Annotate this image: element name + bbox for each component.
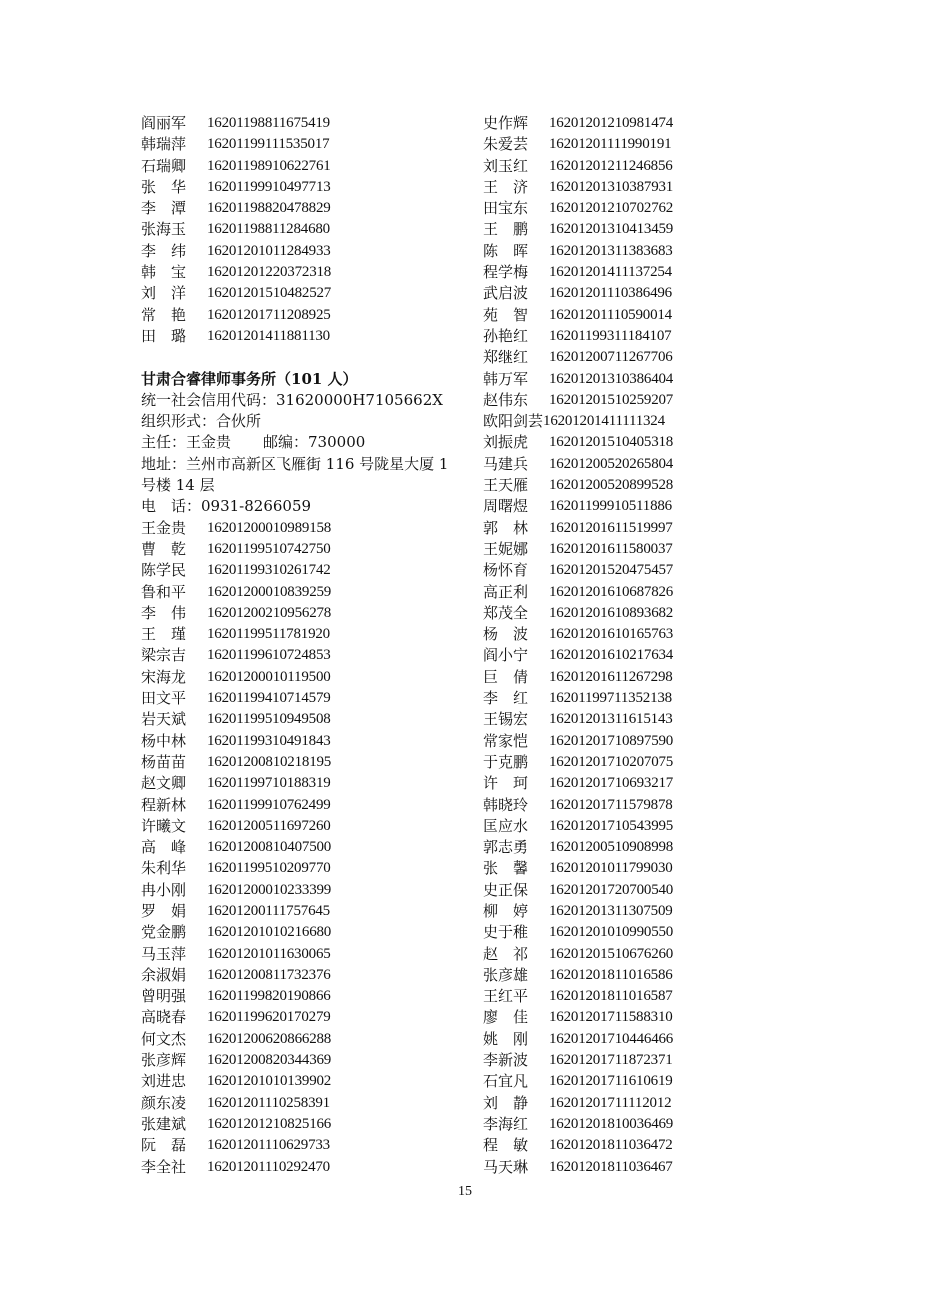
list-item [141,1114,471,1135]
lawyer-name: 王 济 [483,177,529,196]
license-number: 16201201711112012 [549,1094,672,1111]
license-number: 16201201110386496 [549,285,672,302]
list-item [141,156,471,177]
license-number: 16201201710693217 [549,775,674,792]
list-item [141,262,471,283]
lawyer-name: 许曦文 [141,816,187,835]
lawyer-name: 何文杰 [141,1029,187,1048]
lawyer-name: 李 纬 [141,241,187,260]
license-number: 16201201011799030 [549,860,673,877]
license-number: 16201199310261742 [207,562,331,579]
license-number: 16201199310491843 [207,732,331,749]
list-item [483,624,813,645]
lawyer-name: 高 峰 [141,838,187,857]
license-number: 16201199510949508 [207,711,331,728]
lawyer-name: 张 馨 [483,859,529,878]
list-item [483,347,813,368]
lawyer-name: 刘 静 [483,1093,529,1112]
list-item [483,688,813,709]
list-item [483,944,813,965]
license-number: 16201200520265804 [549,455,674,472]
firm-title: 甘肃合睿律师事务所（101 人） [141,369,358,388]
list-item [141,901,471,922]
license-number: 16201201520475457 [549,562,674,579]
list-item [483,475,813,496]
lawyer-name: 刘进忠 [141,1072,187,1091]
license-number: 16201201311615143 [549,711,673,728]
lawyer-name: 程新林 [141,795,187,814]
list-item [483,901,813,922]
left-column [141,113,471,1178]
lawyer-name: 张彦雄 [483,965,529,984]
list-item [483,411,813,432]
license-number: 16201201610893682 [549,604,674,621]
license-number: 16201199910497713 [207,178,331,195]
license-number: 16201199510209770 [207,860,331,877]
list-item [483,795,813,816]
list-item [141,1007,471,1028]
lawyer-name: 韩晓玲 [483,795,529,814]
firm-member-list [141,518,471,1178]
lawyer-name: 党金鹏 [141,923,187,942]
lawyer-name: 李 潭 [141,199,187,218]
lawyer-name: 巨 倩 [483,667,529,686]
lawyer-name: 郑茂全 [483,603,529,622]
license-number: 16201201210981474 [549,115,674,131]
list-item [483,1114,813,1135]
lawyer-name: 冉小刚 [141,880,187,899]
lawyer-name: 王红平 [483,987,529,1006]
lawyer-name: 郑继红 [483,348,529,367]
lawyer-name: 王锡宏 [483,710,529,729]
license-number: 16201201011284933 [207,242,331,259]
license-number: 16201199510742750 [207,540,331,557]
list-item [141,134,471,155]
lawyer-name: 王 鹏 [483,220,529,239]
license-number: 16201201711208925 [207,306,331,323]
list-item [141,560,471,581]
license-number: 16201199311184107 [549,327,672,344]
list-item [483,560,813,581]
lawyer-name: 刘振虎 [483,433,529,452]
license-number: 16201199710188319 [207,775,331,792]
license-number: 16201201610165763 [549,626,674,643]
director: 主任：王金贵 [141,433,232,452]
list-item [141,773,471,794]
list-item [483,1093,813,1114]
license-number: 16201201310386404 [549,370,674,387]
lawyer-name: 韩万军 [483,369,529,388]
list-item [483,603,813,624]
postcode: 邮编：730000 [263,433,366,452]
lawyer-name: 王 瑾 [141,625,187,644]
list-item [483,113,813,134]
license-number: 16201201110258391 [207,1094,330,1111]
list-item [141,603,471,624]
license-number: 16201201110590014 [549,306,672,323]
license-number: 16201200210956278 [207,604,332,621]
list-item [141,539,471,560]
license-number: 16201200620866288 [207,1030,332,1047]
lawyer-name: 朱爱芸 [483,135,529,154]
list-item [141,922,471,943]
lawyer-name: 廖 佳 [483,1008,529,1027]
list-item [141,837,471,858]
section-spacer [141,347,471,368]
lawyer-name: 刘玉红 [483,156,529,175]
lawyer-name: 鲁和平 [141,582,187,601]
license-number: 16201199910762499 [207,796,331,813]
director-postcode-line [141,432,471,453]
license-number: 16201199410714579 [207,690,331,707]
license-number: 16201201411881130 [207,327,330,344]
lawyer-name: 许 珂 [483,774,529,793]
lawyer-name: 王天雁 [483,476,529,495]
lawyer-name: 王金贵 [141,518,187,537]
license-number: 16201201311383683 [549,242,673,259]
lawyer-name: 杨苗苗 [141,752,187,771]
license-number: 16201201710543995 [549,817,674,834]
list-item [483,262,813,283]
lawyer-name: 高正利 [483,582,529,601]
lawyer-name: 赵 祁 [483,944,529,963]
list-item [141,709,471,730]
license-number: 16201200810218195 [207,753,332,770]
license-number: 16201199910511886 [549,498,672,515]
list-item [483,709,813,730]
lawyer-name: 颜东凌 [141,1093,187,1112]
lawyer-name: 李新波 [483,1051,529,1070]
lawyer-name: 李全社 [141,1157,187,1176]
lawyer-name: 张建斌 [141,1114,187,1133]
list-item [483,198,813,219]
license-number: 16201200010989158 [207,519,332,536]
license-number: 16201200820344369 [207,1052,332,1069]
list-item [141,858,471,879]
list-item [141,816,471,837]
list-item [141,1050,471,1071]
lawyer-name: 陈 晖 [483,241,529,260]
list-item [141,688,471,709]
list-item [141,795,471,816]
license-number: 16201201711610619 [549,1073,673,1090]
lawyer-name: 程学梅 [483,263,529,282]
lawyer-name: 张彦辉 [141,1051,187,1070]
license-number: 16201201411137254 [549,264,672,281]
list-item [141,667,471,688]
lawyer-name: 史于稚 [483,923,529,942]
list-item [141,986,471,1007]
lawyer-name: 苑 智 [483,305,529,324]
license-number: 16201201111990191 [549,136,672,153]
list-item [141,1093,471,1114]
license-number: 16201201411111324 [543,413,665,430]
license-number: 16201201711872371 [549,1052,673,1069]
license-number: 16201198811675419 [207,115,330,131]
lawyer-name: 郭 林 [483,518,529,537]
license-number: 16201200111757645 [207,902,330,919]
license-number: 16201201220372318 [207,264,332,281]
lawyer-name: 田 璐 [141,326,187,345]
license-number: 16201201710897590 [549,732,674,749]
lawyer-name: 岩天斌 [141,710,187,729]
lawyer-name: 陈学民 [141,561,187,580]
license-number: 16201201311307509 [549,902,673,919]
list-item [483,241,813,262]
license-number: 16201201010139902 [207,1073,332,1090]
lawyer-name: 李 红 [483,689,529,708]
list-item [141,283,471,304]
license-number: 16201201711579878 [549,796,673,813]
list-item [483,922,813,943]
list-item [141,645,471,666]
list-item [141,219,471,240]
lawyer-name: 曾明强 [141,987,187,1006]
lawyer-name: 史正保 [483,880,529,899]
address: 地址：兰州市高新区飞雁街 116 号陇星大厦 1 号楼 14 层 [141,454,449,495]
lawyer-name: 杨中林 [141,731,187,750]
lawyer-name: 柳 婷 [483,901,529,920]
firm-member-list-continued [483,113,813,1178]
lawyer-name: 程 敏 [483,1136,529,1155]
license-number: 16201199511781920 [207,626,330,643]
list-item [483,305,813,326]
phone: 电 话：0931-8266059 [141,497,312,516]
lawyer-name: 宋海龙 [141,667,187,686]
license-number: 16201200520899528 [549,477,674,494]
list-item [483,752,813,773]
license-number: 16201201510405318 [549,434,674,451]
license-number: 16201201211246856 [549,157,673,174]
list-item [483,369,813,390]
license-number: 16201200810407500 [207,839,332,856]
list-item [483,667,813,688]
list-item [141,1157,471,1178]
list-item [141,305,471,326]
list-item [141,326,471,347]
license-number: 16201201310387931 [549,178,674,195]
license-number: 16201201720700540 [549,881,674,898]
license-number: 16201201610217634 [549,647,674,664]
lawyer-name: 梁宗吉 [141,646,187,665]
license-number: 16201200510908998 [549,839,674,856]
license-number: 16201201711588310 [549,1009,673,1026]
lawyer-name: 常 艳 [141,305,187,324]
license-number: 16201200711267706 [549,349,673,366]
lawyer-name: 曹 乾 [141,539,187,558]
license-number: 16201201810036469 [549,1115,674,1132]
list-item [141,624,471,645]
lawyer-name: 张海玉 [141,220,187,239]
lawyer-name: 韩瑞萍 [141,135,187,154]
lawyer-name: 杨 波 [483,625,529,644]
lawyer-name: 马玉萍 [141,944,187,963]
list-item [141,518,471,539]
license-number: 16201200010839259 [207,583,332,600]
lawyer-name: 余淑娟 [141,965,187,984]
lawyer-name: 石瑞卿 [141,156,187,175]
lawyer-name: 田宝东 [483,199,529,218]
list-item [483,645,813,666]
lawyer-name: 武启波 [483,284,529,303]
lawyer-name: 马建兵 [483,454,529,473]
list-item [141,731,471,752]
license-number: 16201201011630065 [207,945,331,962]
license-number: 16201200010119500 [207,668,331,685]
lawyer-name: 张 华 [141,177,187,196]
credit-code: 统一社会信用代码：31620000H7105662X [141,390,443,409]
license-number: 16201199111535017 [207,136,330,153]
license-number: 16201201510482527 [207,285,332,302]
license-number: 16201201010990550 [549,924,674,941]
list-item [483,773,813,794]
license-number: 16201201610687826 [549,583,674,600]
lawyer-name: 韩 宝 [141,263,187,282]
lawyer-name: 史作辉 [483,114,529,132]
license-number: 16201201110292470 [207,1158,330,1175]
lawyer-name: 赵伟东 [483,390,529,409]
right-column [483,113,813,1178]
list-item [141,177,471,198]
license-number: 16201198910622761 [207,157,331,174]
list-item [483,539,813,560]
license-number: 16201199820190866 [207,988,331,1005]
license-number: 16201200511697260 [207,817,331,834]
page-number: 15 [458,1184,472,1199]
list-item [483,177,813,198]
lawyer-name: 田文平 [141,689,187,708]
list-item [483,219,813,240]
list-item [483,965,813,986]
license-number: 16201201310413459 [549,221,674,238]
list-item [483,880,813,901]
license-number: 16201201510676260 [549,945,674,962]
lawyer-name: 周曙煜 [483,497,529,516]
lawyer-name: 高晓春 [141,1008,187,1027]
lawyer-name: 匡应水 [483,816,529,835]
list-item [483,1135,813,1156]
list-item [483,283,813,304]
license-number: 16201200811732376 [207,966,331,983]
lawyer-name: 赵文卿 [141,774,187,793]
list-item [141,1071,471,1092]
list-item [141,944,471,965]
license-number: 16201199610724853 [207,647,331,664]
list-item [141,1135,471,1156]
license-number: 16201198820478829 [207,200,331,217]
list-item [483,390,813,411]
list-item [483,816,813,837]
license-number: 16201199711352138 [549,690,672,707]
lawyer-name: 杨怀育 [483,561,529,580]
lawyer-name: 李 伟 [141,603,187,622]
list-item [141,113,471,134]
lawyer-name: 于克鹏 [483,752,529,771]
list-item [483,1157,813,1178]
list-item [483,156,813,177]
list-item [483,1007,813,1028]
lawyer-name: 阮 磊 [141,1136,187,1155]
lawyer-name: 阎丽军 [141,114,187,132]
lawyer-name: 姚 刚 [483,1029,529,1048]
license-number: 16201199620170279 [207,1009,331,1026]
list-item [483,518,813,539]
list-item [483,496,813,517]
license-number: 16201201710446466 [549,1030,674,1047]
lawyer-name: 郭志勇 [483,838,529,857]
list-item [483,432,813,453]
list-item [141,752,471,773]
license-number: 16201201811036472 [549,1137,673,1154]
list-item [141,198,471,219]
license-number: 16201201010216680 [207,924,332,941]
lawyer-name: 朱利华 [141,859,187,878]
license-number: 16201201210702762 [549,200,674,217]
license-number: 16201201710207075 [549,753,674,770]
list-item [141,965,471,986]
lawyer-name: 欧阳剑芸 [483,412,544,431]
list-item [141,582,471,603]
license-number: 16201201110629733 [207,1137,330,1154]
list-item [483,582,813,603]
list-item [483,837,813,858]
list-item [483,134,813,155]
previous-firm-member-list [141,113,471,347]
license-number: 16201201811016587 [549,988,673,1005]
list-item [483,731,813,752]
lawyer-name: 孙艳红 [483,326,529,345]
list-item [141,1029,471,1050]
lawyer-name: 王妮娜 [483,539,529,558]
list-item [483,858,813,879]
lawyer-name: 罗 娟 [141,901,187,920]
license-number: 16201200010233399 [207,881,332,898]
list-item [483,326,813,347]
lawyer-name: 刘 洋 [141,284,187,303]
lawyer-name: 李海红 [483,1114,529,1133]
license-number: 16201201811036467 [549,1158,673,1175]
license-number: 16201201611267298 [549,668,673,685]
lawyer-name: 阎小宁 [483,646,529,665]
license-number: 16201201510259207 [549,391,674,408]
list-item [483,1029,813,1050]
lawyer-name: 马天琳 [483,1157,529,1176]
lawyer-name: 常家恺 [483,731,529,750]
license-number: 16201201811016586 [549,966,673,983]
license-number: 16201198811284680 [207,221,330,238]
license-number: 16201201611580037 [549,540,673,557]
license-number: 16201201210825166 [207,1115,332,1132]
list-item [483,1071,813,1092]
lawyer-name: 石宜凡 [483,1072,529,1091]
list-item [483,986,813,1007]
list-item [141,880,471,901]
list-item [483,454,813,475]
org-form: 组织形式：合伙所 [141,412,262,431]
license-number: 16201201611519997 [549,519,673,536]
list-item [141,241,471,262]
list-item [483,1050,813,1071]
